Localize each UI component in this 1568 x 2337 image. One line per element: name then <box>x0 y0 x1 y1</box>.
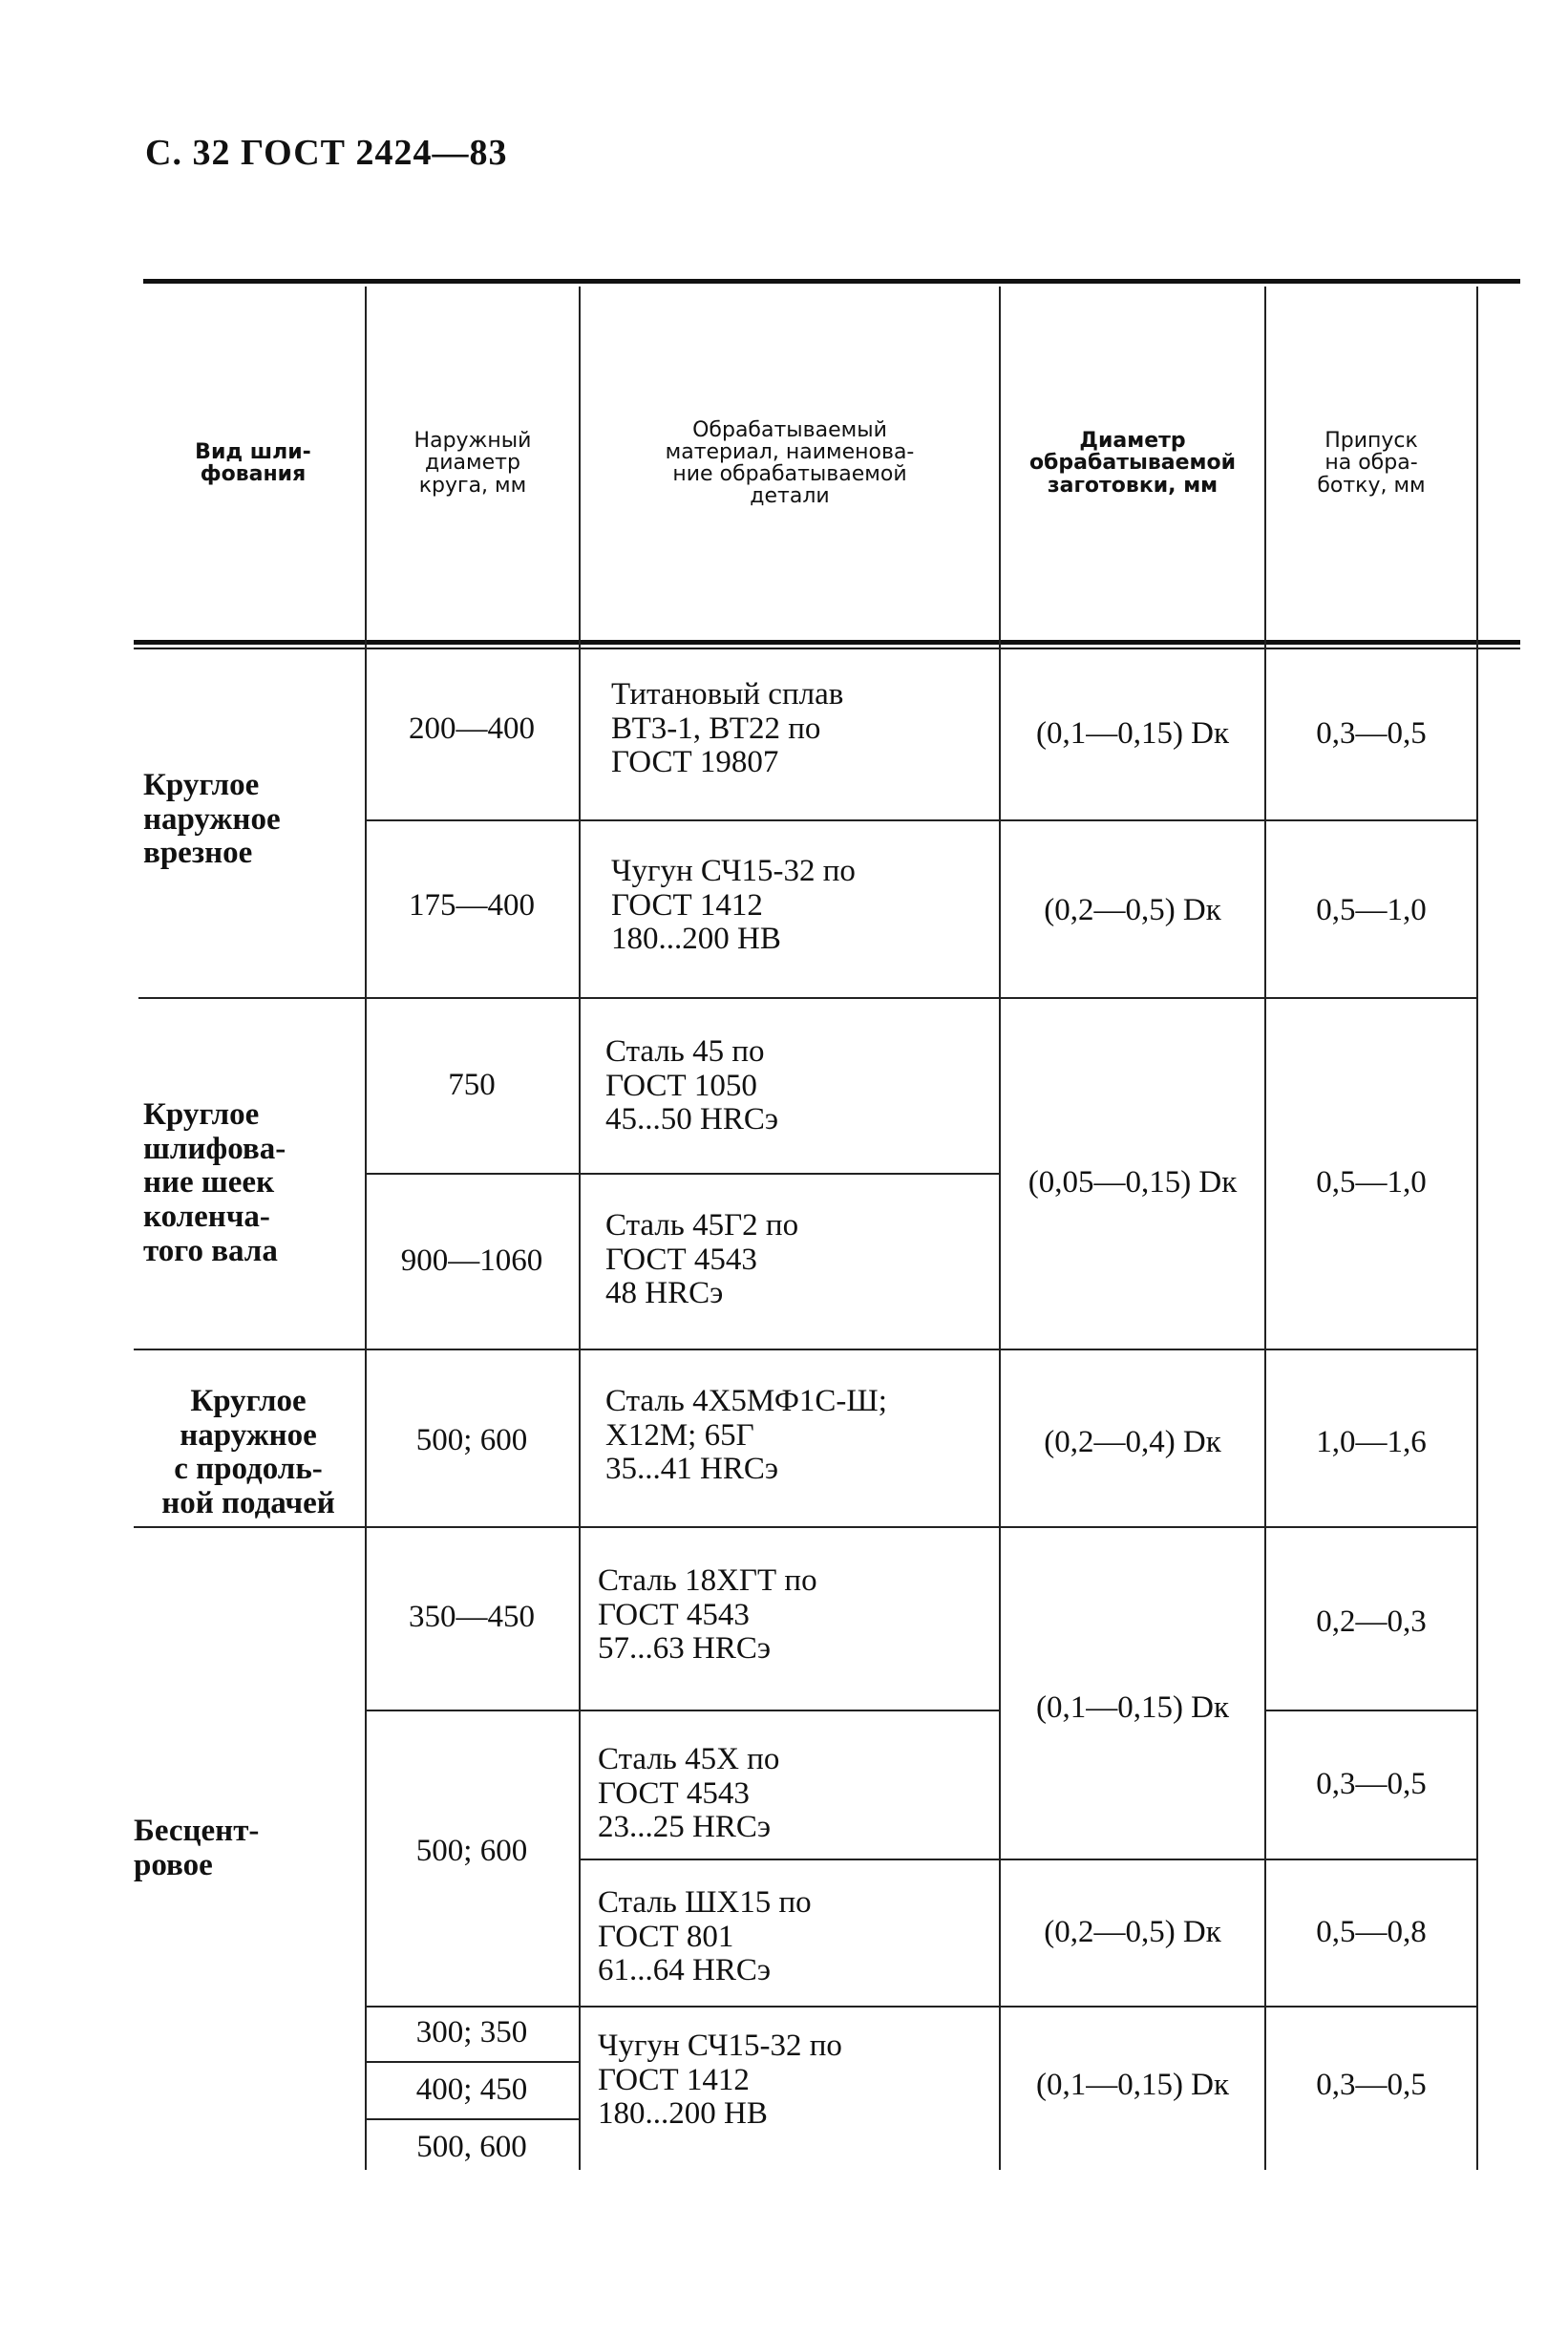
row-separator <box>367 1173 999 1175</box>
diameter-7: 500; 600 <box>415 1834 528 1868</box>
material-6: Сталь 18ХГТ по ГОСТ 4543 57...63 HRCэ <box>598 1563 817 1667</box>
allowance-1: 0,3—0,5 <box>1316 716 1427 751</box>
group-type-2: Круглое шлифова- ние шеек коленча- того вала <box>143 1097 286 1268</box>
header-bottom-rule-2 <box>134 648 1520 649</box>
header-bottom-rule <box>134 640 1520 645</box>
diameter-4: 900—1060 <box>400 1243 543 1278</box>
allowance-7: 0,3—0,5 <box>1316 1767 1427 1801</box>
blank-5: (0,2—0,4) Dк <box>1044 1425 1221 1459</box>
row-separator <box>367 819 1476 821</box>
row-separator <box>367 2061 579 2063</box>
material-4: Сталь 45Г2 по ГОСТ 4543 48 HRCэ <box>605 1208 799 1311</box>
blank-9: (0,1—0,15) Dк <box>1035 2068 1230 2102</box>
row-separator <box>1266 1710 1476 1711</box>
allowance-8: 0,5—0,8 <box>1316 1915 1427 1949</box>
material-1: Титановый сплав ВТ3-1, ВТ22 по ГОСТ 19807 <box>611 677 844 780</box>
header-allowance: Припуск на обра- ботку, мм <box>1317 429 1426 498</box>
row-separator <box>999 1859 1476 1860</box>
blank-shared-group-4: (0,1—0,15) Dк <box>1035 1690 1230 1725</box>
row-separator <box>579 1859 999 1860</box>
material-5: Сталь 4Х5МФ1С-Ш; Х12М; 65Г 35...41 HRCэ <box>605 1384 887 1487</box>
allowance-9: 0,3—0,5 <box>1316 2068 1427 2102</box>
group-type-1: Круглое наружное врезное <box>143 768 281 871</box>
page-header: С. 32 ГОСТ 2424—83 <box>145 133 508 173</box>
blank-2: (0,2—0,5) Dк <box>1044 893 1221 927</box>
group-type-3: Круглое наружное с продоль- ной подачей <box>161 1384 335 1520</box>
group-separator-2 <box>134 1349 1476 1350</box>
table-top-rule <box>143 279 1520 284</box>
row-separator <box>367 1710 999 1711</box>
group-separator-3 <box>134 1526 1476 1528</box>
material-7: Сталь 45Х по ГОСТ 4543 23...25 HRCэ <box>598 1742 780 1845</box>
diameter-9b: 400; 450 <box>415 2072 528 2107</box>
diameter-1: 200—400 <box>409 712 535 746</box>
allowance-group-2: 0,5—1,0 <box>1316 1165 1427 1200</box>
material-9: Чугун СЧ15-32 по ГОСТ 1412 180...200 НВ <box>598 2029 842 2132</box>
diameter-9c: 500, 600 <box>416 2130 527 2164</box>
allowance-5: 1,0—1,6 <box>1316 1425 1427 1459</box>
group-type-4: Бесцент- ровое <box>134 1814 260 1882</box>
blank-group-2: (0,05—0,15) Dк <box>1028 1165 1238 1200</box>
row-separator <box>367 2118 579 2120</box>
diameter-6: 350—450 <box>409 1600 535 1634</box>
allowance-2: 0,5—1,0 <box>1316 893 1427 927</box>
header-blank-diameter: Диаметр обрабатываемой заготовки, мм <box>1028 429 1237 498</box>
diameter-9a: 300; 350 <box>415 2015 528 2050</box>
col-divider-5 <box>1476 287 1478 2170</box>
blank-8: (0,2—0,5) Dк <box>1044 1915 1221 1949</box>
material-3: Сталь 45 по ГОСТ 1050 45...50 HRCэ <box>605 1034 779 1137</box>
header-type: Вид шли- фования <box>195 439 311 486</box>
group-separator-1 <box>138 997 1476 999</box>
header-material: Обрабатываемый материал, наименова- ние обрабатываемой детали <box>665 417 915 509</box>
material-2: Чугун СЧ15-32 по ГОСТ 1412 180...200 НВ <box>611 854 856 957</box>
row-separator <box>367 2006 1476 2008</box>
allowance-6: 0,2—0,3 <box>1316 1604 1427 1639</box>
diameter-5: 500; 600 <box>415 1423 528 1457</box>
blank-1: (0,1—0,15) Dк <box>1035 716 1230 751</box>
diameter-3: 750 <box>448 1068 496 1102</box>
header-diameter: Наружный диаметр круга, мм <box>413 429 532 498</box>
diameter-2: 175—400 <box>409 888 535 923</box>
material-8: Сталь ШХ15 по ГОСТ 801 61...64 HRCэ <box>598 1885 812 1988</box>
